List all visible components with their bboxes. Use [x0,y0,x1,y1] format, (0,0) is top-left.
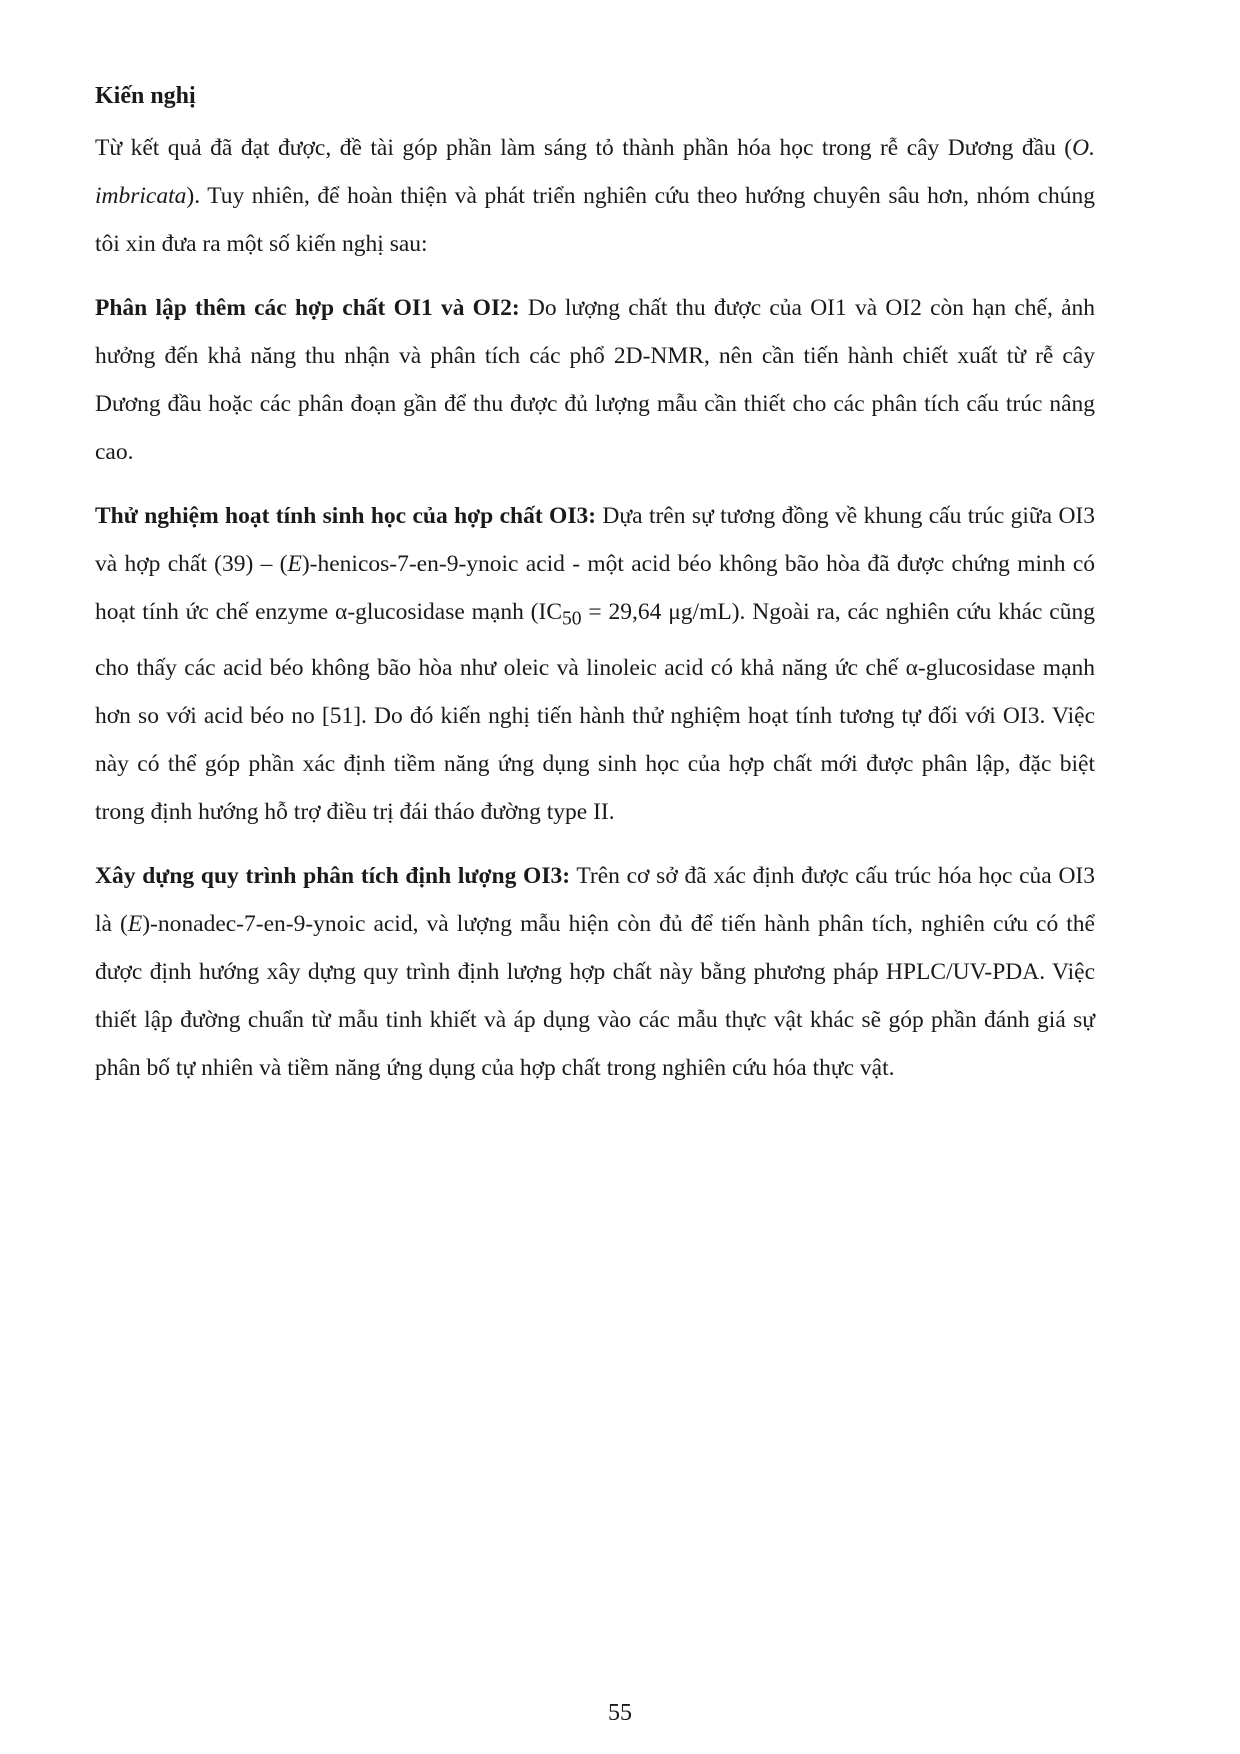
content [95,72,1095,1108]
species-name: O. imbricata [95,135,1095,209]
recommendation-2-label: Thử nghiệm hoạt tính sinh học của hợp chất OI3: [95,503,597,529]
recommendation-3-label: Xây dựng quy trình phân tích định lượng OI3: [95,862,571,889]
intro-text-1: Từ kết quả đã đạt được, đề tài góp phần làm sáng tỏ thành phần hóa học trong rễ cây Dương đầu ( [95,135,1073,161]
recommendation-2-text-3: = 29,64 μg/mL). Ngoài ra, các nghiên cứu khác cũng cho thấy các acid béo không bão hòa như oleic và linoleic acid có khả năng ức chế α-glucosidase mạnh hơn so với acid béo no [51]. Do đó kiến nghị tiến hành thử nghiệm hoạt tính tương tự đối với OI3. Việc này có thể góp phần xác định tiềm năng ứng dụng sinh học của hợp chất mới được phân lập, đặc biệt trong định hướng hỗ trợ điều trị đái tháo đường type II. [95,599,1095,825]
intro-paragraph [95,124,1095,268]
intro-text-2: ). Tuy nhiên, để hoàn thiện và phát triển nghiên cứu theo hướng chuyên sâu hơn, nhóm chúng tôi xin đưa ra một số kiến nghị sau: [95,183,1095,257]
recommendation-1-label: Phân lập thêm các hợp chất OI1 và OI2: [95,295,520,321]
ic50-subscript: 50 [562,608,582,630]
recommendation-1 [95,284,1095,476]
recommendation-2-text-1: Dựa trên sự tương đồng về khung cấu trúc giữa OI3 và hợp chất (39) – ( [95,503,1095,577]
recommendation-3-text-1: Trên cơ sở đã xác định được cấu trúc hóa học của OI3 là ( [95,862,1095,937]
recommendation-3-text-2: )-nonadec-7-en-9-ynoic acid, và lượng mẫu hiện còn đủ để tiến hành phân tích, nghiên cứu có thể được định hướng xây dựng quy trình định lượng hợp chất này bằng phương pháp HPLC/UV-PDA. Việc thiết lập đường chuẩn từ mẫu tinh khiết và áp dụng vào các mẫu thực vật khác sẽ góp phần đánh giá sự phân bố tự nhiên và tiềm năng ứng dụng của hợp chất trong nghiên cứu hóa thực vật. [95,910,1095,1081]
recommendation-3 [95,852,1095,1092]
recommendation-2-text-2: )-henicos-7-en-9-ynoic acid - một acid béo không bão hòa đã được chứng minh có hoạt tính ức chế enzyme α-glucosidase mạnh (IC [95,551,1096,625]
recommendation-1-text: Do lượng chất thu được của OI1 và OI2 còn hạn chế, ảnh hưởng đến khả năng thu nhận và phân tích các phổ 2D-NMR, nên cần tiến hành chiết xuất từ rễ cây Dương đầu hoặc các phân đoạn gần để thu được đủ lượng mẫu cần thiết cho các phân tích cấu trúc nâng cao. [95,295,1095,465]
page-number: 55 [608,1700,632,1726]
stereo-descriptor: E [287,551,302,577]
stereo-descriptor: E [127,910,143,937]
section-heading: Kiến nghị [95,83,196,109]
recommendation-2 [95,492,1095,836]
